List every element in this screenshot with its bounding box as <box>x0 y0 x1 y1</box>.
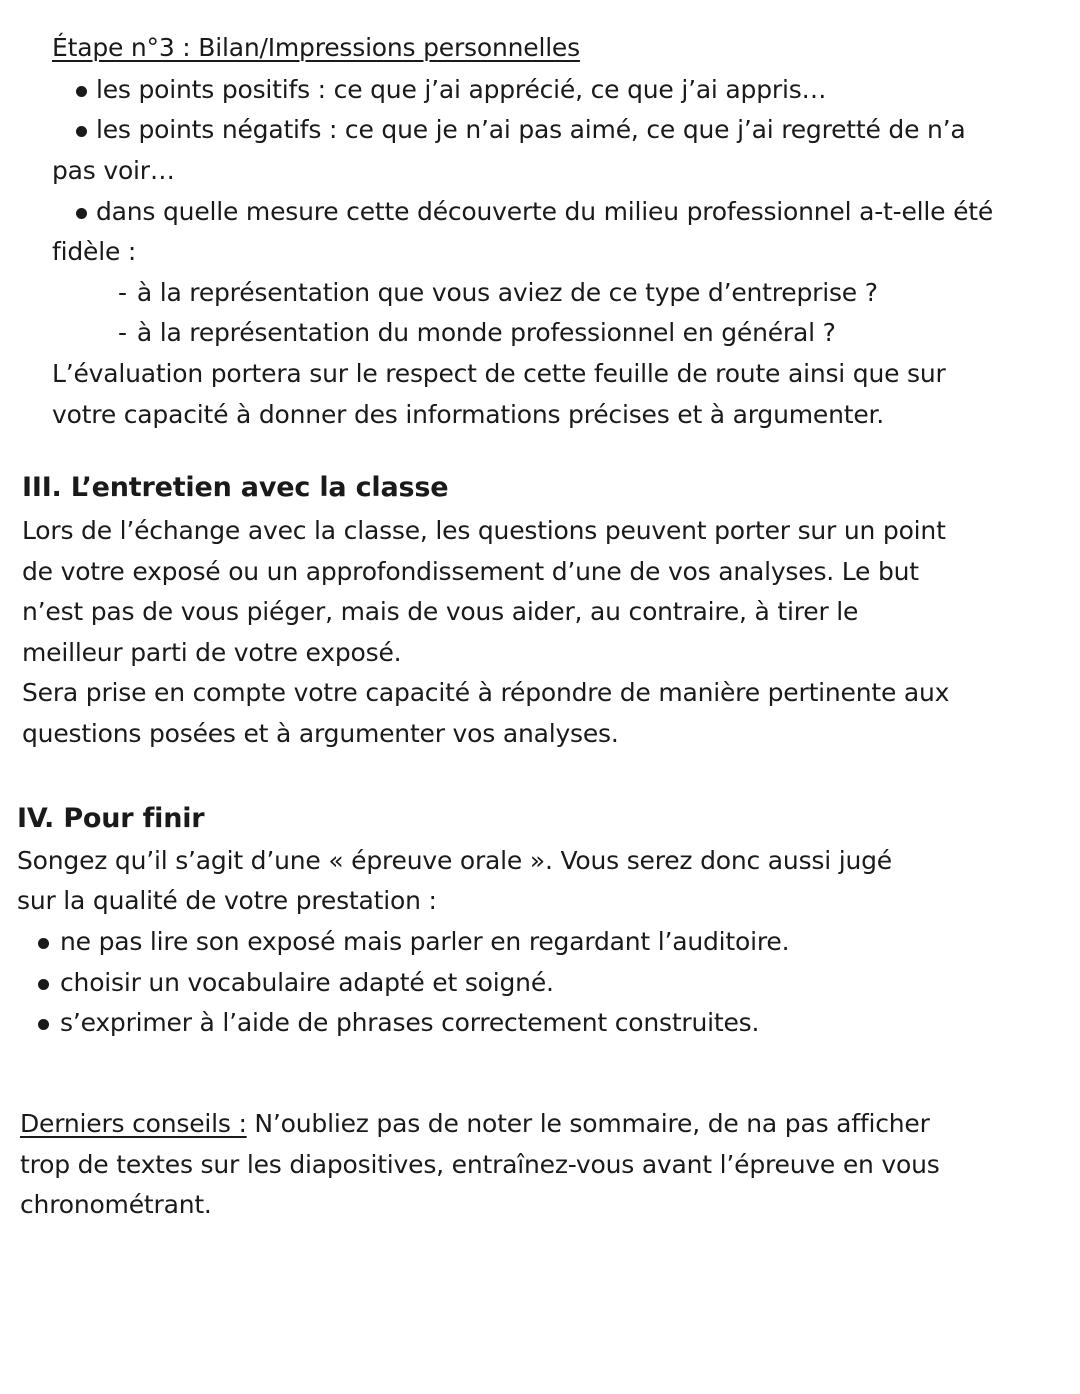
section-3-paragraph-line: n’est pas de vous piéger, mais de vous aider, au contraire, à tirer le <box>22 597 859 626</box>
step3-bullet-positive: les points positifs : ce que j’ai apprécié, ce que j’ai appris… <box>96 75 827 104</box>
step3-evaluation-line-2: votre capacité à donner des informations précises et à argumenter. <box>52 400 885 429</box>
bullet-icon <box>76 86 87 97</box>
advice-line-1 <box>20 1104 930 1144</box>
step3-evaluation-line-1: L’évaluation portera sur le respect de cette feuille de route ainsi que sur <box>52 359 946 388</box>
section-4-title: IV. Pour finir <box>17 803 205 834</box>
step3-title: Étape n°3 : Bilan/Impressions personnelles <box>52 33 580 62</box>
bullet-icon <box>38 979 49 990</box>
section-3-paragraph-line: Lors de l’échange avec la classe, les questions peuvent porter sur un point <box>22 516 946 545</box>
section-4-bullet: ne pas lire son exposé mais parler en regardant l’auditoire. <box>60 927 790 956</box>
step3-bullet-negative-cont: pas voir… <box>52 156 175 185</box>
section-3-paragraph-line: Sera prise en compte votre capacité à répondre de manière pertinente aux <box>22 678 950 707</box>
bullet-icon <box>76 126 87 137</box>
section-4-bullet: choisir un vocabulaire adapté et soigné. <box>60 968 554 997</box>
sub-item-text: à la représentation que vous aviez de ce type d’entreprise ? <box>136 278 878 307</box>
bullet-icon <box>38 938 49 949</box>
bullet-icon <box>38 1019 49 1030</box>
advice-label: Derniers conseils : <box>20 1109 247 1138</box>
bullet-icon <box>76 208 87 219</box>
step3-bullet-fidelity: dans quelle mesure cette découverte du milieu professionnel a-t-elle été <box>96 197 994 226</box>
advice-text: N’oubliez pas de noter le sommaire, de na pas afficher <box>254 1109 930 1138</box>
step3-bullet-fidelity-cont: fidèle : <box>52 237 137 266</box>
dash-icon: - <box>118 278 127 307</box>
advice-line-3: chronométrant. <box>20 1190 212 1219</box>
sub-item-text: à la représentation du monde professionnel en général ? <box>136 318 836 347</box>
section-4-paragraph-line: sur la qualité de votre prestation : <box>17 886 437 915</box>
advice-line-2: trop de textes sur les diapositives, entraînez-vous avant l’épreuve en vous <box>20 1150 940 1179</box>
section-3-paragraph-line: questions posées et à argumenter vos analyses. <box>22 719 619 748</box>
section-4-paragraph-line: Songez qu’il s’agit d’une « épreuve orale ». Vous serez donc aussi jugé <box>17 846 892 875</box>
section-3-paragraph-line: meilleur parti de votre exposé. <box>22 638 402 667</box>
step3-sub-item-2 <box>118 313 836 353</box>
section-4-bullet: s’exprimer à l’aide de phrases correctement construites. <box>60 1008 760 1037</box>
step3-bullet-negative: les points négatifs : ce que je n’ai pas aimé, ce que j’ai regretté de n’a <box>96 115 966 144</box>
section-3-paragraph-line: de votre exposé ou un approfondissement d’une de vos analyses. Le but <box>22 557 919 586</box>
section-3-title: III. L’entretien avec la classe <box>22 472 449 503</box>
dash-icon: - <box>118 318 127 347</box>
step3-sub-item-1 <box>118 273 878 313</box>
